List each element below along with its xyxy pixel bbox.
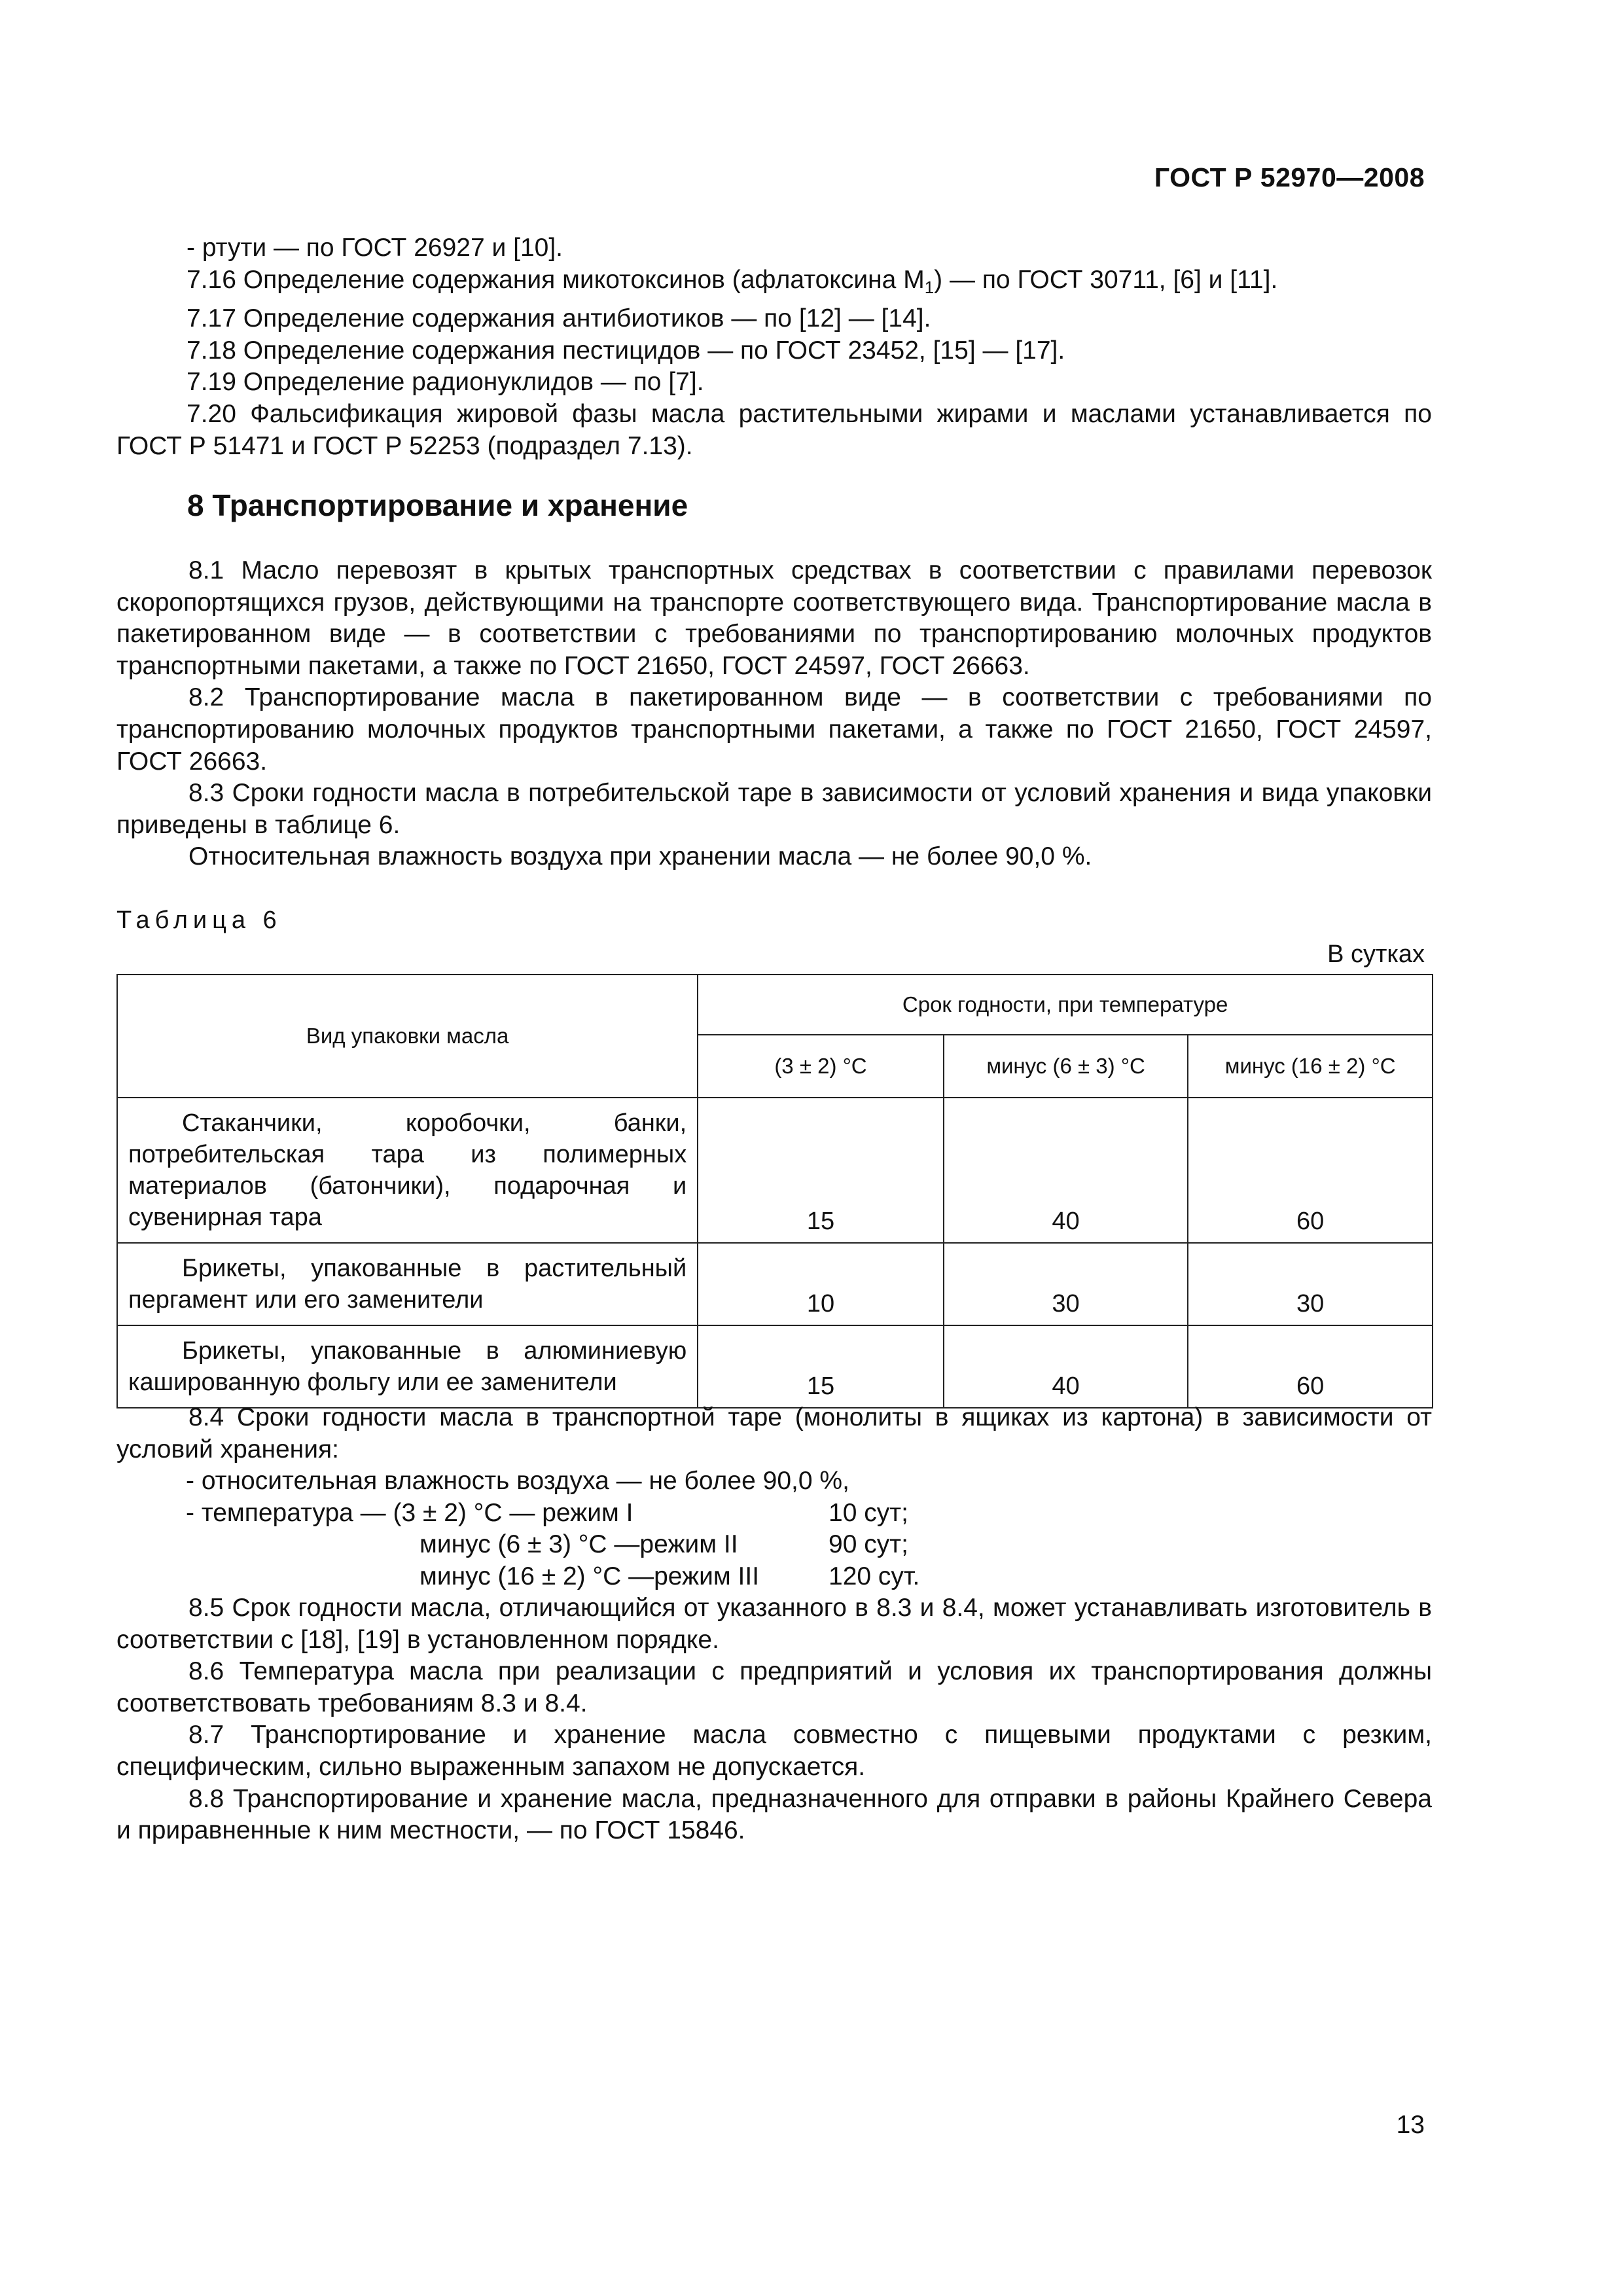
humidity-condition: - относительная влажность воздуха — не более 90,0 %, [186, 1467, 849, 1495]
table-row [117, 1098, 1433, 1243]
storage-conditions-list [116, 1465, 1432, 1592]
header-shelf-life: Срок годности, при температуре [698, 975, 1433, 1035]
temperature-mode-2: минус (6 ± 3) °C —режим II [419, 1530, 738, 1559]
paragraph-8-5: 8.5 Срок годности масла, отличающийся от указанного в 8.3 и 8.4, может устанавливать изготовитель в соответствии с [18], [19] в установленном порядке. [116, 1594, 1432, 1654]
list-item [116, 1498, 1432, 1530]
page-number: 13 [1396, 2111, 1425, 2139]
storage-table [116, 974, 1433, 1408]
table-units: В сутках [1327, 941, 1425, 968]
paragraph-7-18: 7.18 Определение содержания пестицидов — по ГОСТ 23452, [15] — [17]. [187, 336, 1065, 365]
subscript-1: 1 [924, 277, 935, 297]
paragraph-7-19: 7.19 Определение радионуклидов — по [7]. [187, 368, 704, 397]
paragraph-8-8: 8.8 Транспортирование и хранение масла, предназначенного для отправки в районы Крайнего Севера и приравненные к ним местности, — по ГОСТ 15846. [116, 1784, 1432, 1845]
temperature-mode-2-value: 90 сут; [829, 1530, 908, 1559]
header-temp-1: (3 ± 2) °C [698, 1035, 944, 1098]
top-paragraphs [116, 232, 1432, 462]
list-item [116, 1561, 1432, 1593]
paragraph-humidity: Относительная влажность воздуха при хранении масла — не более 90,0 %. [188, 842, 1092, 871]
temperature-mode-3: минус (16 ± 2) °C —режим III [419, 1562, 760, 1590]
row-value: 30 [1188, 1243, 1433, 1325]
row-value: 60 [1188, 1098, 1433, 1243]
row-pack-type: Стаканчики, коробочки, банки, потребительская тара из полимерных материалов (батончики), подарочная и сувенирная тара [117, 1098, 698, 1243]
row-pack-type: Брикеты, упакованные в растительный пергамент или его заменители [117, 1243, 698, 1325]
row-value: 15 [698, 1098, 944, 1243]
table-caption: Таблица 6 [116, 906, 282, 934]
list-item [116, 1529, 1432, 1561]
row-value: 40 [944, 1325, 1188, 1408]
document-header: ГОСТ Р 52970—2008 [1154, 162, 1425, 192]
paragraph-7-16 [116, 264, 1432, 304]
paragraph-8-4: 8.4 Сроки годности масла в транспортной таре (монолиты в ящиках из картона) в зависимости от условий хранения: [116, 1403, 1432, 1463]
paragraph-7-17: 7.17 Определение содержания антибиотиков — по [12] — [14]. [187, 304, 931, 333]
temperature-mode-3-value: 120 сут. [829, 1562, 920, 1590]
paragraph-8-6: 8.6 Температура масла при реализации с предприятий и условия их транспортирования должны соответствовать требованиям 8.3 и 8.4. [116, 1657, 1432, 1717]
header-pack-type: Вид упаковки масла [117, 975, 698, 1098]
row-value: 30 [944, 1243, 1188, 1325]
section-8-title: 8 Транспортирование и хранение [187, 488, 688, 522]
paragraph-mercury: - ртути — по ГОСТ 26927 и [10]. [187, 234, 563, 262]
row-value: 40 [944, 1098, 1188, 1243]
row-value: 15 [698, 1325, 944, 1408]
section-8-body [116, 555, 1432, 873]
paragraph-8-3: 8.3 Сроки годности масла в потребительской таре в зависимости от условий хранения и вида упаковки приведены в таблице 6. [116, 779, 1432, 839]
paragraph-8-7: 8.7 Транспортирование и хранение масла совместно с пищевыми продуктами с резким, специфическим, сильно выраженным запахом не допускается. [116, 1721, 1432, 1781]
list-item [116, 1465, 1432, 1498]
row-value: 60 [1188, 1325, 1433, 1408]
paragraph-7-16-text: 7.16 Определение содержания микотоксинов (афлатоксина M [187, 265, 925, 294]
closing-paragraphs [116, 1592, 1432, 1847]
header-temp-3: минус (16 ± 2) °C [1188, 1035, 1433, 1098]
paragraph-8-1: 8.1 Масло перевозят в крытых транспортных средствах в соответствии с правилами перевозок скоропортящихся грузов, действующими на транспорте соответствующего вида. Транспортирование масла в пакетированном виде — в соответствии с требованиями по транспортированию молочных продуктов транспортными пакетами, а также по ГОСТ 21650, ГОСТ 24597, ГОСТ 26663. [116, 556, 1432, 680]
paragraph-7-20: 7.20 Фальсификация жировой фазы масла растительными жирами и маслами устанавливается по ГОСТ Р 51471 и ГОСТ Р 52253 (подраздел 7.13). [116, 399, 1432, 460]
header-temp-2: минус (6 ± 3) °C [944, 1035, 1188, 1098]
table-row [117, 1243, 1433, 1325]
paragraph-8-2: 8.2 Транспортирование масла в пакетированном виде — в соответствии с требованиями по транспортированию молочных продуктов транспортными пакетами, а также по ГОСТ 21650, ГОСТ 24597, ГОСТ 26663. [116, 683, 1432, 776]
table-row [117, 1325, 1433, 1408]
row-pack-type: Брикеты, упакованные в алюминиевую кашированную фольгу или ее заменители [117, 1325, 698, 1408]
paragraph-8-4-block [116, 1402, 1432, 1465]
temperature-mode-1-value: 10 сут; [829, 1498, 908, 1527]
temperature-mode-1: - температура — (3 ± 2) °C — режим I [186, 1498, 633, 1527]
paragraph-7-16-tail: ) — по ГОСТ 30711, [6] и [11]. [934, 265, 1278, 294]
row-value: 10 [698, 1243, 944, 1325]
